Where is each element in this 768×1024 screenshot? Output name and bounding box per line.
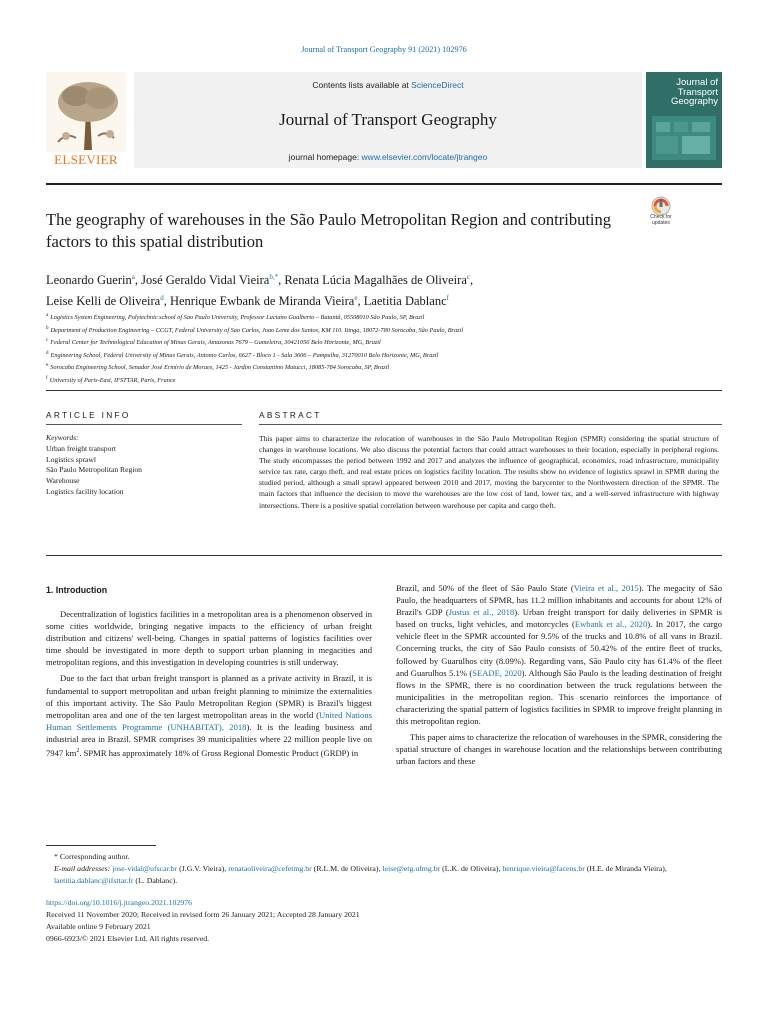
affiliation-item: $^f$ University of Paris-East, IFSTTAR, Paris, France [46, 375, 176, 385]
article-info-rule [46, 424, 242, 425]
affiliation-item: $^c$ Federal Center for Technological Education of Minas Gerais, Amazonas 7679 – Gameleira, 30421056 Belo Horizonte, MG, Brazil [46, 338, 381, 347]
author-name[interactable]: Leise Kelli de Oliveira [46, 294, 161, 309]
author-name[interactable]: Renata Lúcia Magalhães de Oliveira [284, 273, 467, 288]
sciencedirect-link[interactable]: ScienceDirect [411, 80, 464, 90]
email-link[interactable]: leise@etg.ufmg.br [382, 864, 441, 873]
body-paragraph: Decentralization of logistics facilities in a metropolitan area is a phenomenon observed in some cities worldwide, bringing negative impacts to the efficiency of urban freight distribution and citizens' well-being. Changes in spatial patterns of logistics facilities over time should be investigated in more depth to support urban planning in megacities and metropolitan regions, and this investigation in developing countries is still underway. [46, 609, 372, 668]
footnote-rule [46, 845, 156, 846]
article-title: The geography of warehouses in the São Paulo Metropolitan Region and contributing factors to this spatial distribution [46, 210, 612, 251]
author-list: Leonardo Guerin$^a$, José Geraldo Vidal Vieira$^{b,*}$, Renata Lúcia Magalhães de Oliveira$^c$, Leise Kelli de Oliveira$^d$, Henrique Ewbank de Miranda Vieira$^e$, Laetitia Dablanc$^f$ [46, 273, 474, 309]
footnotes [46, 851, 726, 887]
masthead-rule [46, 183, 722, 185]
keyword-item: Warehouse [46, 476, 80, 486]
available-online-date: Available online 9 February 2021 [46, 922, 151, 931]
author-affil-mark[interactable]: d [160, 294, 164, 303]
email-link[interactable]: renataoliveira@cefetmg.br [228, 864, 312, 873]
author-affil-mark[interactable]: f [446, 294, 449, 303]
journal-cover-thumbnail[interactable] [646, 72, 722, 168]
corresponding-author-note: * Corresponding author. [54, 852, 130, 861]
body-column-right [396, 582, 722, 767]
body-column-left [46, 608, 372, 759]
cover-title: Journal of Transport Geography [670, 77, 718, 107]
journal-name: Journal of Transport Geography [279, 110, 497, 129]
keyword-item: Urban freight transport [46, 443, 117, 453]
abstract-text: This paper aims to characterize the relocation of warehouses in the São Paulo Metropolitan Region (SPMR) considering the spatial structure of changes in warehouse locations. We also discuss the potential factors that could attract warehouses to their location, especially in peripheral regions. The study encompasses the period between 1992 and 2017 and analyzes the influence of geographical, economics, road infrastructure, municipality service tax rate, cargo theft, and real estate prices on logistics facility location. The results show no evidence of logistics sprawl in SPMR during the studied period, although a small sprawl appeared between 2010 and 2017, moving the barycenter to the Northwestern direction of the SPMR. The main factors that influence the decision to move the warehouses are the low cost of land, lower tax, and a well-served infrastructure with highway intersections. There is a positive spatial correlation between warehouse per capita and cargo theft. [259, 434, 719, 510]
affiliation-item: $^b$ Department of Production Engineering – CCGT, Federal University of Sao Carlos, Joao Leme dos Santos, KM 110. Itinga, 18072-780 Sorocaba, São Paulo, Brazil [46, 325, 464, 334]
affiliation-item: $^d$ Engineering School, Federal University of Minas Gerais, Antonio Carlos, 6627 - Bloco 1 - Sala 3606 – Pampulha, 31270010 Belo Horizonte, MG, Brazil [46, 350, 439, 359]
affiliation-rule [46, 390, 722, 391]
keywords-label: Keywords: [46, 433, 79, 442]
contents-line: Contents lists available at ScienceDirect [312, 80, 464, 90]
email-link[interactable]: laetitia.dablanc@ifsttar.fr [54, 876, 134, 885]
author-affil-mark[interactable]: b,* [269, 273, 279, 281]
publication-info [46, 897, 726, 945]
homepage-line: journal homepage: www.elsevier.com/locate/jtrangeo [288, 152, 488, 162]
copyright-line: 0966-6923/© 2021 Elsevier Ltd. All rights reserved. [46, 934, 210, 943]
journal-info-box [134, 72, 642, 168]
author-affil-mark[interactable]: c [466, 273, 470, 281]
abstract-bottom-rule [46, 555, 722, 556]
elsevier-tree-logo[interactable] [46, 72, 126, 164]
author-affil-mark[interactable]: e [354, 294, 358, 303]
keyword-item: Logistics sprawl [46, 454, 96, 464]
abstract-rule [259, 424, 722, 425]
author-name[interactable]: Laetitia Dablanc [363, 294, 447, 309]
check-updates-label: Check for updates [650, 214, 672, 226]
body-paragraph: This paper aims to characterize the relocation of warehouses in the SPMR, considering the spatial structure of changes in warehouse location and the relationships between contributing urban factors and these [396, 732, 722, 767]
citation-link[interactable]: Vieira et al., 2015 [573, 583, 639, 593]
running-header[interactable]: Journal of Transport Geography 91 (2021) 102976 [301, 45, 467, 54]
affiliation-item: $^e$ Sorocaba Engineering School, Senador José Ermírio de Moraes, 1425 - Jardim Constantino Matucci, 18085-784 Sorocaba, SP, Brazil [46, 363, 390, 372]
body-paragraph: Due to the fact that urban freight transport is planned as a private activity in Brazil, it is fundamental to support metropolitan and urban freight planning to minimize the externalities of this important activity. The São Paulo Metropolitan Region (SPMR) is Brazil's biggest metropolitan area and one of the ten largest metropolitan areas in the world (United Nations Human Settlements Programme (UNHABITAT), 2018). It is the leading business and industrial area in Brazil. SPMR comprises 39 municipalities where 22 million people live on 7947 $km^2$. SPMR has approximately 18% of Gross Regional Domestic Product (GRDP) in [46, 673, 372, 758]
received-dates: Received 11 November 2020; Received in revised form 26 January 2021; Accepted 28 January 2021 [46, 910, 360, 919]
email-link[interactable]: jose-vidal@ufscar.br [112, 864, 178, 873]
section-title-introduction: 1. Introduction [46, 585, 108, 595]
affiliation-item: $^a$ Logistics System Engineering, Polytechnic school of Sao Paulo University, Professor Luciano Gualberto – Butantã, 05508010 São Paulo, SP, Brazil [46, 313, 425, 322]
author-name[interactable]: Leonardo Guerin [46, 273, 132, 288]
keywords-list [46, 433, 246, 498]
affiliation-list [46, 311, 726, 387]
abstract-heading: ABSTRACT [259, 410, 322, 420]
citation-link[interactable]: SEADE, 2020 [472, 667, 522, 678]
citation-link[interactable]: United Nations Human Settlements Programme (UNHABITAT), 2018 [46, 709, 372, 732]
email-addresses: E-mail addresses: jose-vidal@ufscar.br (J.G.V. Vieira), renataoliveira@cefetmg.br (R.L.M. de Oliveira), leise@etg.ufmg.br (L.K. de Oliveira), henrique.vieira@facens.br (H.E. de Miranda Vieira), laetitia.dablanc@ifsttar.fr (L. Dablanc). [54, 864, 667, 885]
journal-masthead [46, 72, 722, 170]
body-paragraph: Brazil, and 50% of the fleet of São Paulo State (Vieira et al., 2015). The megacity of São Paulo, the headquarters of SPMR, has 11.2 million inhabitants and accounts for about 12% of Brazil's GDP (Justus et al., 2018). Urban freight transport for daily deliveries in SPMR is based on trucks, light vehicles, and motorcycles (Ewbank et al., 2020). In 2017, the cargo vehicle fleet in the SPMR accounted for 9.5% of the trucks and 10.8% of all vans in Brazil. Concerning trucks, the city of São Paulo consists of 50.42% of the entire fleet of trucks, followed by Guarulhos city (8.09%). Regarding vans, São Paulo city has 61.4% of the fleet and Guarulhos 5.1% (SEADE, 2020). Although São Paulo is the leading destination of freight flows in the SPMR, there is no coordination between the truck regulations between the municipalities in the metropolitan region. This scenario reinforces the importance of characterizing the spatial pattern of logistics facilities in SPMR to improve freight planning in this metropolitan region. [396, 583, 723, 727]
doi-link[interactable]: https://doi.org/10.1016/j.jtrangeo.2021.102976 [46, 898, 193, 907]
author-affil-mark[interactable]: a [131, 273, 135, 281]
keyword-item: São Paulo Metropolitan Region [46, 465, 142, 475]
keyword-item: Logistics facility location [46, 486, 124, 496]
check-for-updates-badge[interactable] [645, 195, 677, 231]
email-link[interactable]: henrique.vieira@facens.br [502, 864, 585, 873]
author-name[interactable]: José Geraldo Vidal Vieira [141, 273, 270, 288]
citation-link[interactable]: Ewbank et al., 2020 [574, 619, 648, 630]
publisher-name: ELSEVIER [54, 152, 118, 167]
article-info-heading: ARTICLE INFO [46, 410, 131, 420]
citation-link[interactable]: Justus et al., 2018 [448, 607, 515, 618]
author-name[interactable]: Henrique Ewbank de Miranda Vieira [169, 294, 355, 309]
journal-homepage-link[interactable]: www.elsevier.com/locate/jtrangeo [361, 152, 488, 162]
